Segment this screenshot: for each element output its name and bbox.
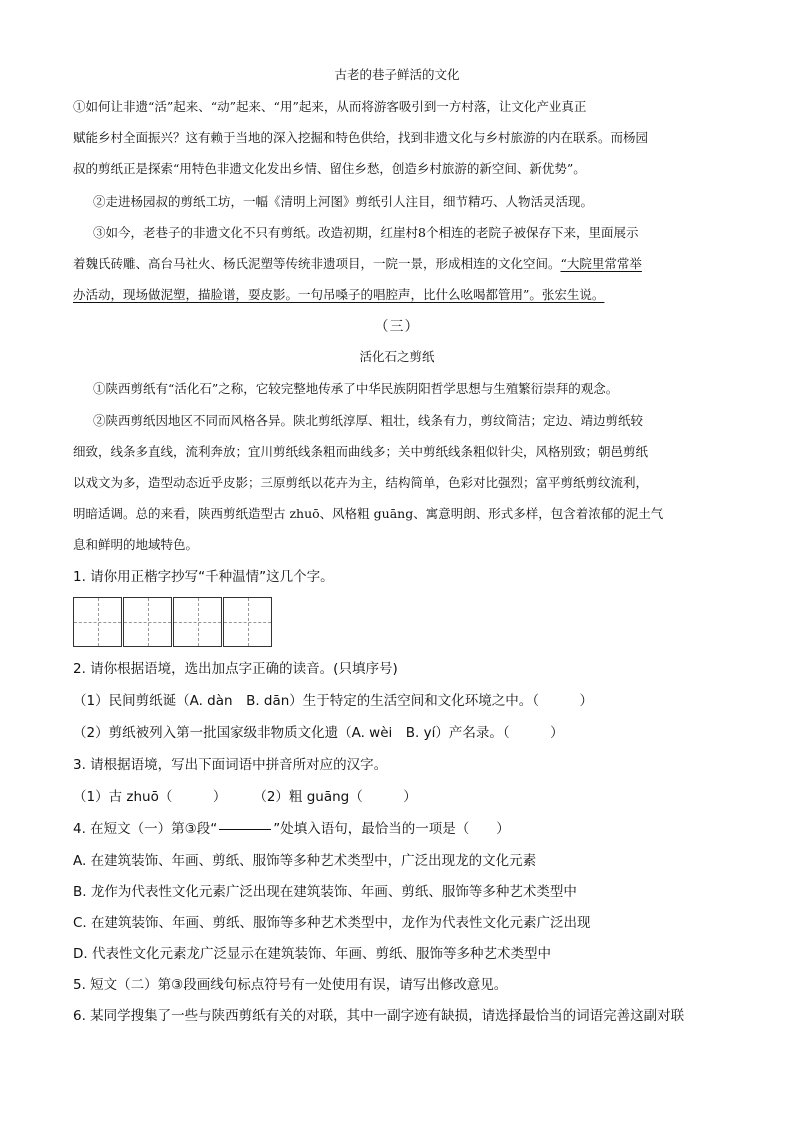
passage-title: 古老的巷子鲜活的文化 <box>334 67 460 82</box>
passage-line: 明暗适调。总的来看，陕西剪纸造型古 zhuō、风格粗 guāng、寓意明朗、形式多样，包含着浓郁的泥土气 <box>73 506 664 521</box>
writing-cell[interactable] <box>73 597 122 647</box>
passage-line-text: 着魏氏砖雕、高台马社火、杨氏泥塑等传统非遗项目，一院一景，形成相连的文化空间。 <box>73 256 561 271</box>
passage-line: 赋能乡村全面振兴？这有赖于当地的深入挖掘和特色供给，找到非遗文化与乡村旅游的内在联系。而杨园 <box>73 130 649 145</box>
option-c: C. 在建筑装饰、年画、剪纸、服饰等多种艺术类型中，龙作为代表性文化元素广泛出现 <box>73 915 591 931</box>
underlined-sentence: 办活动，现场做泥塑，描脸谱，耍皮影。一句吊嗓子的唱腔声，比什么吆喝都管用”。张宏生说。 <box>73 287 605 302</box>
question-2-2: （2）剪纸被列入第一批国家级非物质文化遗（A. wèi B. yí）产名录。（ ） <box>73 725 564 741</box>
writing-cell[interactable] <box>123 597 172 647</box>
passage-line: 叔的剪纸正是探索“用特色非遗文化发出乡情、留住乡愁，创造乡村旅游的新空间、新优势”。 <box>73 161 586 176</box>
underlined-sentence-start: “大院里常常举 <box>560 256 642 271</box>
question-3-items: （1）古 zhuō（ ） （2）粗 guāng（ ） <box>73 789 417 805</box>
fill-blank[interactable] <box>219 828 271 830</box>
question-6: 6. 某同学搜集了一些与陕西剪纸有关的对联，其中一副字迹有缺损，请选择最恰当的词语完善这副对联 <box>73 1008 685 1024</box>
passage-line: ③如今，老巷子的非遗文化不只有剪纸。改造初期，红崖村8个相连的老院子被保存下来，里面展示 <box>93 225 639 240</box>
option-d: D. 代表性文化元素龙广泛显示在建筑装饰、年画、剪纸、服饰等多种艺术类型中 <box>73 946 551 962</box>
writing-cell[interactable] <box>173 597 222 647</box>
passage-line: ②陕西剪纸因地区不同而风格各异。陕北剪纸淳厚、粗壮，线条有力，剪纹简洁；定边、靖边剪纸较 <box>93 413 644 428</box>
passage-line: ①如何让非遗“活”起来、“动”起来、“用”起来，从而将游客吸引到一方村落，让文化产业真正 <box>73 99 587 114</box>
passage-line: 息和鲜明的地域特色。 <box>73 537 199 552</box>
passage-line: ②走进杨园叔的剪纸工坊，一幅《清明上河图》剪纸引人注目，细节精巧、人物活灵活现。 <box>93 194 594 209</box>
question-1: 1. 请你用正楷字抄写“千种温情”这几个字。 <box>73 569 334 585</box>
passage-line: ①陕西剪纸有“活化石”之称，它较完整地传承了中华民族阴阳哲学思想与生殖繁衍崇拜的观念。 <box>93 381 619 396</box>
passage-line <box>73 255 642 273</box>
option-b: B. 龙作为代表性文化元素广泛出现在建筑装饰、年画、剪纸、服饰等多种艺术类型中 <box>73 884 577 900</box>
option-a: A. 在建筑装饰、年画、剪纸、服饰等多种艺术类型中，广泛出现龙的文化元素 <box>73 853 537 869</box>
question-2: 2. 请你根据语境，选出加点字正确的读音。(只填序号) <box>73 661 398 677</box>
question-4-suffix: ”处填入语句，最恰当的一项是（ ） <box>273 821 510 837</box>
question-3: 3. 请根据语境，写出下面词语中拼音所对应的汉字。 <box>73 757 388 773</box>
section-label: （三） <box>374 319 420 335</box>
question-2-1: （1）民间剪纸诞（A. dàn B. dān）生于特定的生活空间和文化环境之中。（ ） <box>73 693 594 709</box>
section-title: 活化石之剪纸 <box>359 349 435 364</box>
question-4 <box>73 820 510 838</box>
question-4-prefix: 4. 在短文（一）第③段“ <box>73 821 218 837</box>
passage-line: 以戏文为多，造型动态近乎皮影；三原剪纸以花卉为主，结构简单，色彩对比强烈；富平剪纸剪纹流利， <box>73 475 649 490</box>
passage-line: 细致，线条多直线，流利奔放；宜川剪纸线条粗而曲线多；关中剪纸线条粗似针尖，风格别致；朝邑剪纸 <box>73 444 649 459</box>
writing-grid[interactable] <box>73 597 272 647</box>
writing-cell[interactable] <box>223 597 272 647</box>
question-5: 5. 短文（二）第③段画线句标点符号有一处使用有误，请写出修改意见。 <box>73 977 508 993</box>
